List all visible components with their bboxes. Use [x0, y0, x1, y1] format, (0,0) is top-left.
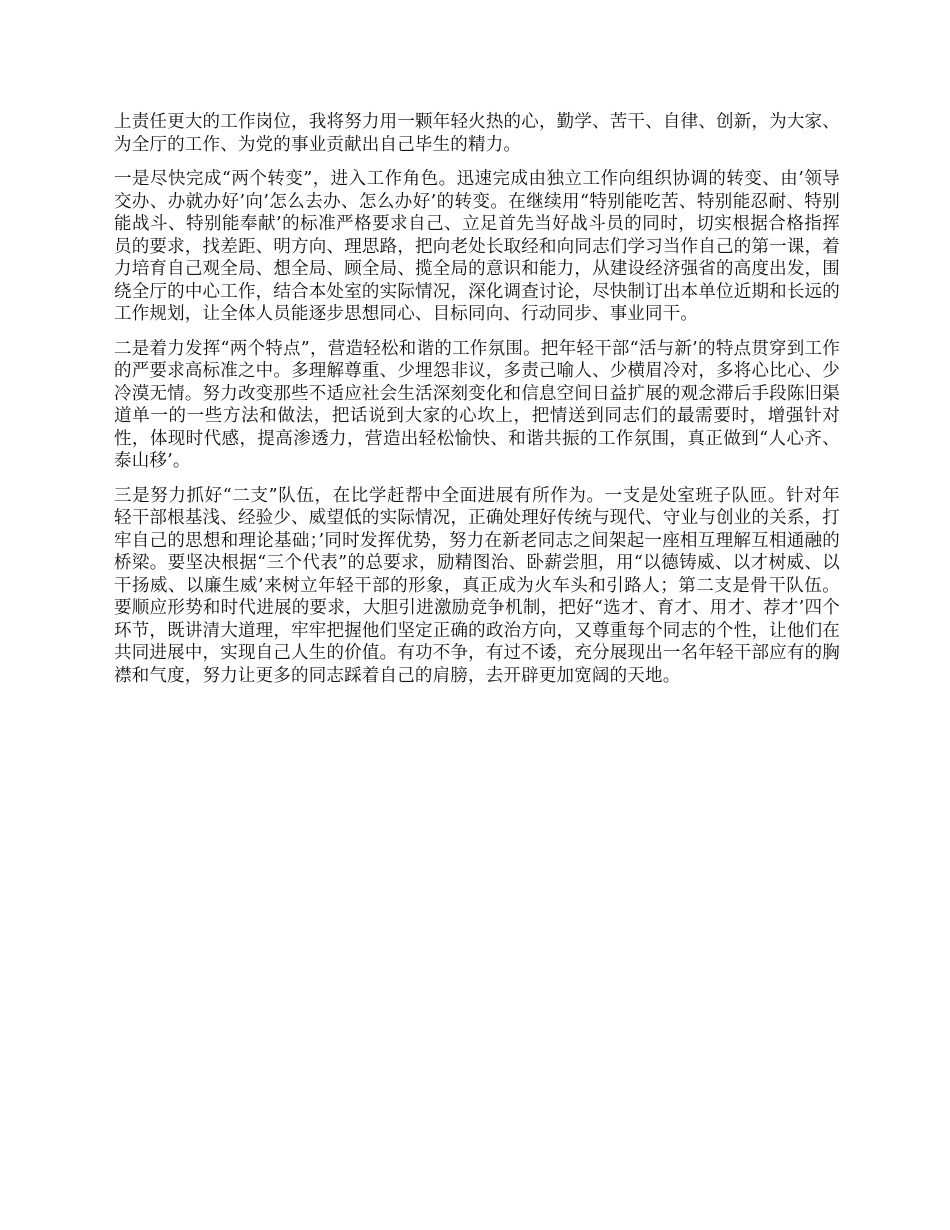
paragraph-two-characteristics: 二是着力发挥“两个特点”，营造轻松和谐的工作氛围。把年轻干部“活与新’的特点贯穿到工作的严要求高标准之中。多理解尊重、少埋怨非议，多责己喻人、少横眉冷对，多将心比心、少冷漠无情。努力改变那些不适应社会生活深刻变化和信息空间日益扩展的观念滞后手段陈旧渠道单一的一些方法和做法，把话说到大家的心坎上，把情送到同志们的最需要时，增强针对性，体现时代感，提高渗透力，营造出轻松愉快、和谐共振的工作氛围，真正做到“人心齐、泰山移’。: [114, 338, 840, 471]
paragraph-intro: 上责任更大的工作岗位，我将努力用一颗年轻火热的心，勤学、苦干、自律、创新，为大家、为全厅的工作、为党的事业贡献出自己毕生的精力。: [114, 112, 840, 155]
paragraph-two-teams: 三是努力抓好“二支”队伍，在比学赶帮中全面进展有所作为。一支是处室班子队匝。针对年轻干部根基浅、经验少、威望低的实际情况，正确处理好传统与现代、守业与创业的关系，打牢自己的思想和理论基础；’同时发挥优势，努力在新老同志之间架起一座相互理解互相通融的桥梁。要坚决根据“三个代表”的总要求，励精图治、卧薪尝胆，用“以德铸威、以才树威、以干扬威、以廉生威’来树立年轻干部的形象，真正成为火车头和引路人；第二支是骨干队伍。要顺应形势和时代进展的要求，大胆引进激励竞争机制，把好“选才、育才、用才、荐才’四个环节，既讲清大道理，牢牢把握他们坚定正确的政治方向，又尊重每个同志的个性，让他们在共同进展中，实现自己人生的价值。有功不争，有过不诿，充分展现出一名年轻干部应有的胸襟和气度，努力让更多的同志踩着自己的肩膀，去开辟更加宽阔的天地。: [114, 485, 840, 686]
paragraph-two-transitions: 一是尽快完成“两个转变”，进入工作角色。迅速完成由独立工作向组织协调的转变、由’领导交办、办就办好’向’怎么去办、怎么办好’的转变。在继续用“特别能吃苦、特别能忍耐、特别能战斗、特别能奉献’的标准严格要求自己、立足首先当好战斗员的同时，切实根据合格指挥员的要求，找差距、明方向、理思路，把向老处长取经和向同志们学习当作自己的第一课，着力培育自己观全局、想全局、顾全局、揽全局的意识和能力，从建设经济强省的高度出发，围绕全厅的中心工作，结合本处室的实际情况，深化调查讨论，尽快制订出本单位近期和长远的工作规划，让全体人员能逐步思想同心、目标同向、行动同步、事业同干。: [114, 169, 840, 324]
document-body: [114, 111, 840, 699]
